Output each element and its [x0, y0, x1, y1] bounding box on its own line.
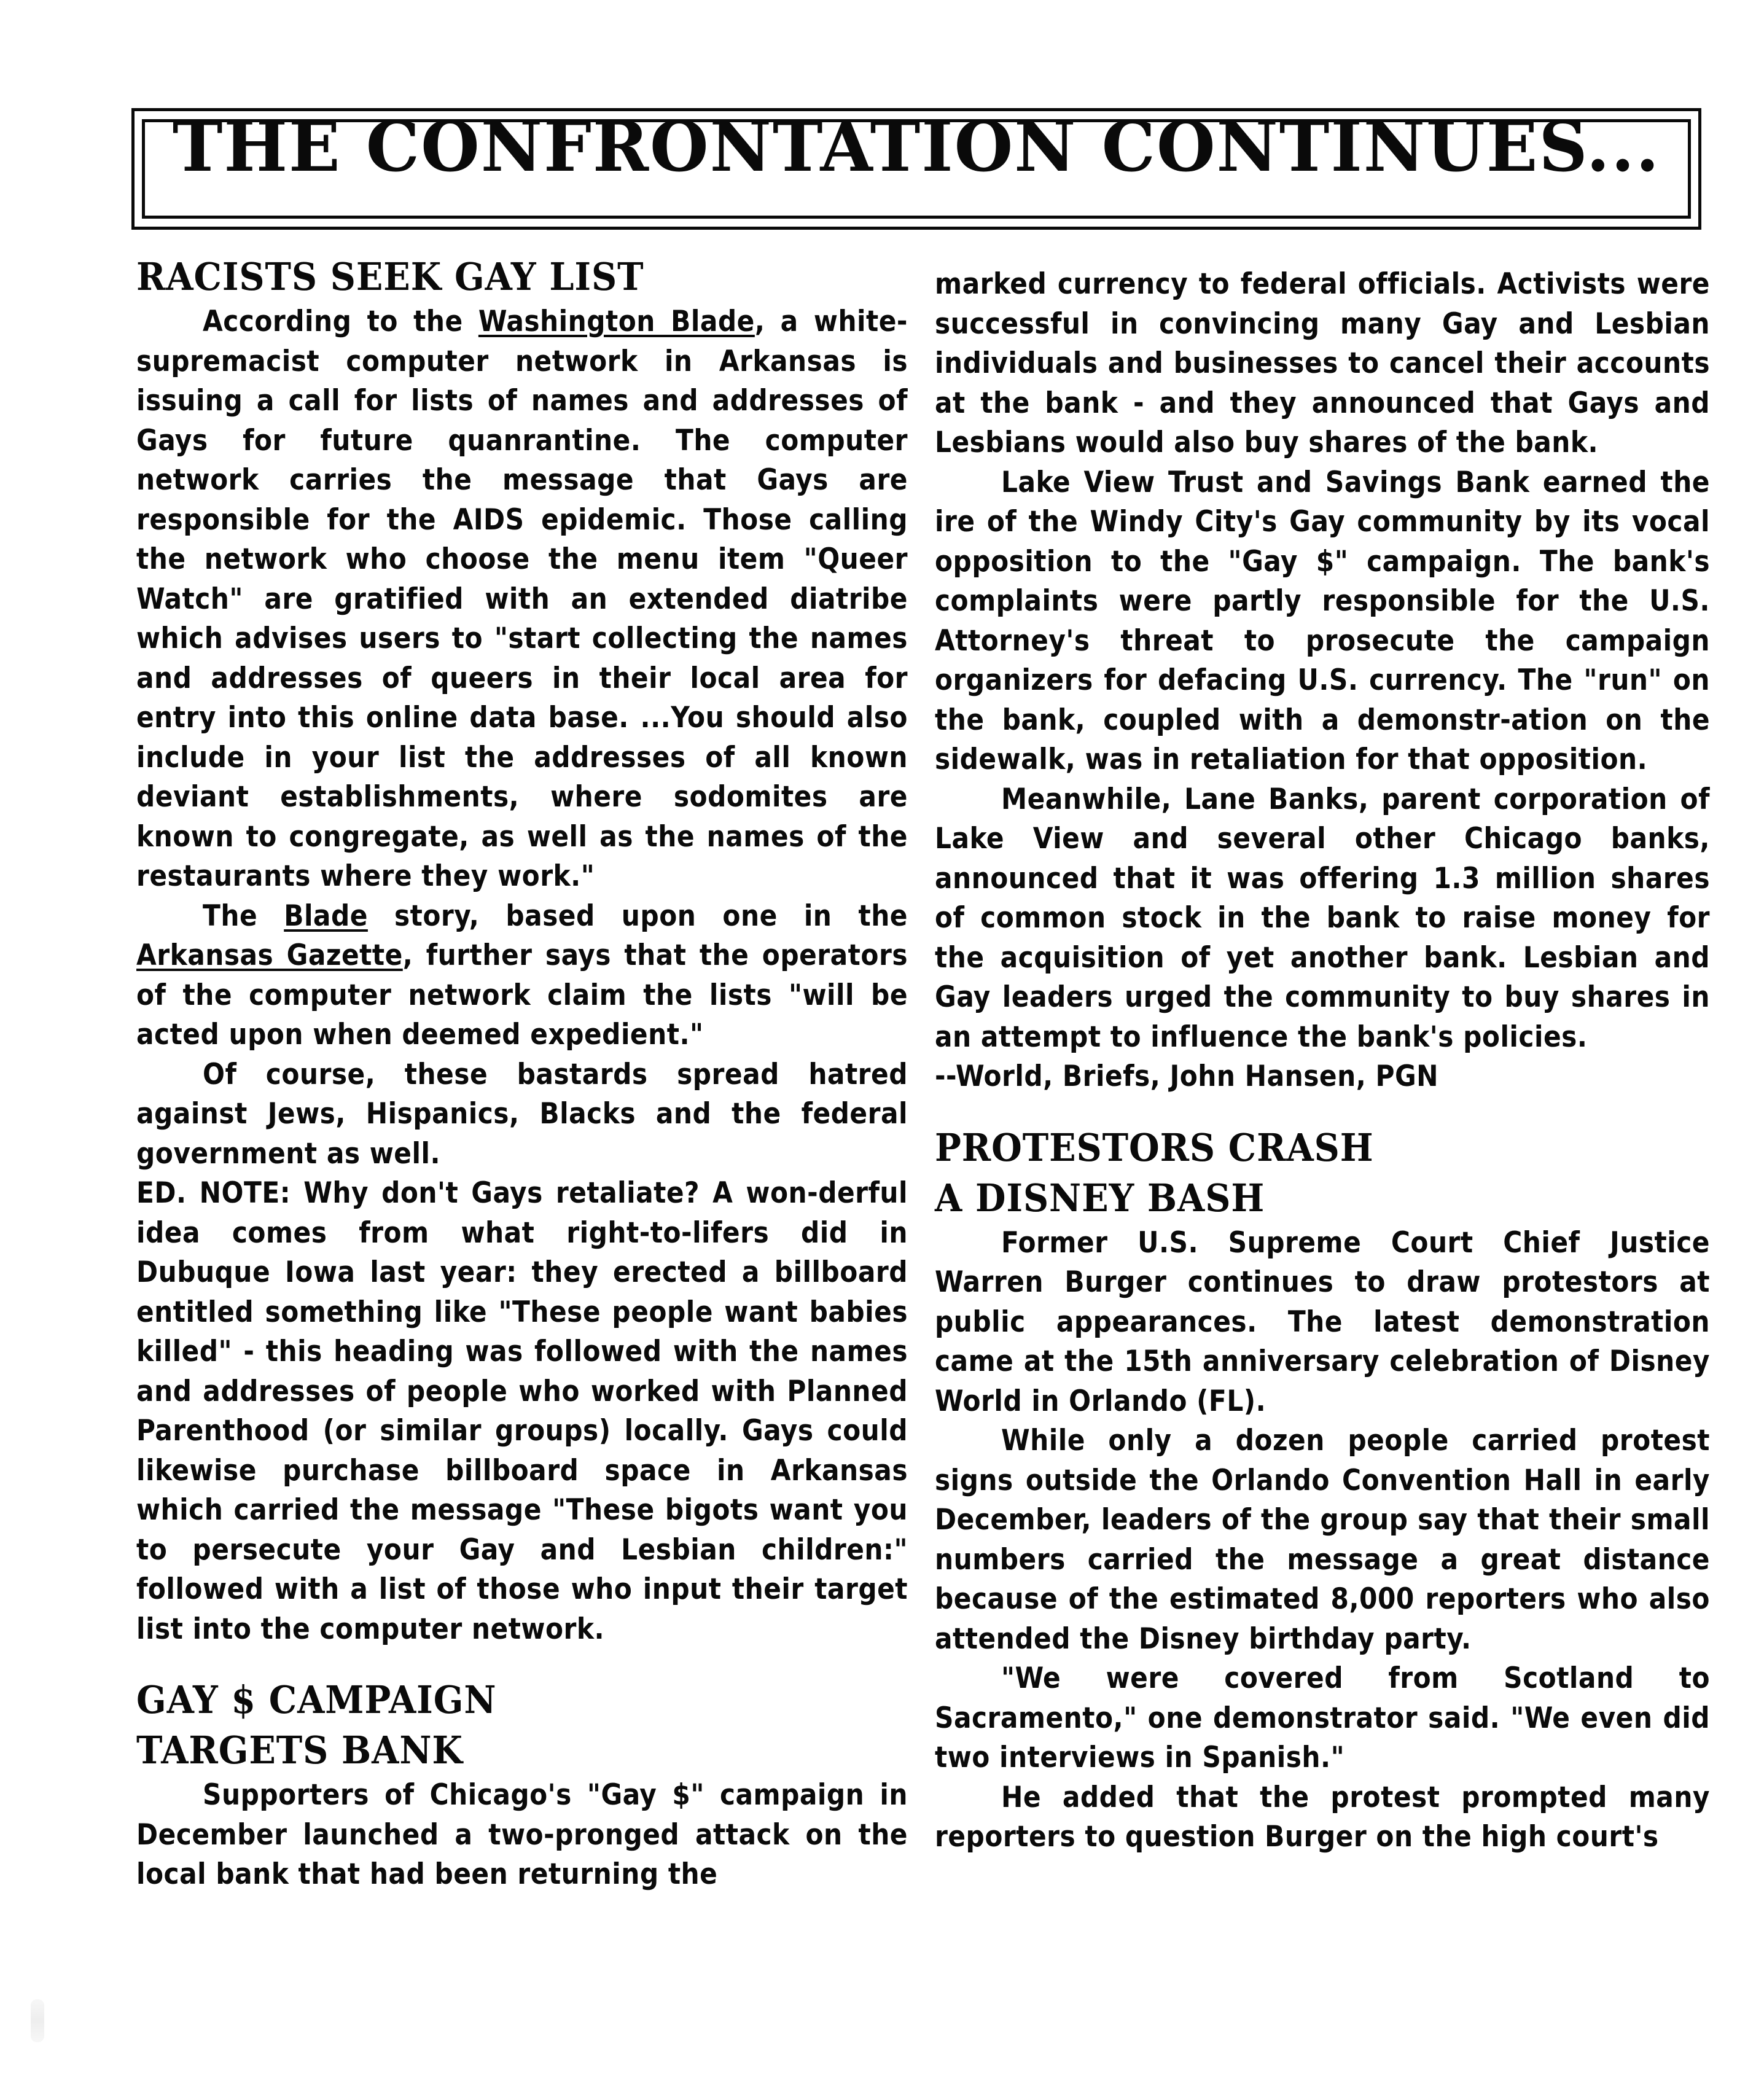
text-run: He added that the protest prompted many reporters to question Burger on the high court's — [935, 1780, 1710, 1854]
headline-line: TARGETS BANK — [136, 1728, 463, 1773]
right-column — [935, 265, 1710, 1857]
article-racists-seek-gay-list — [136, 252, 908, 1649]
article-paragraph — [935, 780, 1710, 1058]
article-paragraph — [935, 1223, 1710, 1422]
text-run: While only a dozen people carried protest signs outside the Orlando Convention Hall in early December, leaders of the group say that their small numbers carried the message a great distance because of the estimated 8,000 reporters who also attended the Disney birthday party. — [935, 1424, 1710, 1656]
text-run: marked currency to federal officials. Activists were successful in convincing many Gay and Lesbian individuals and businesses to cancel their accounts at the bank - and they announced that Gays and Lesbians would also buy shares of the bank. — [935, 267, 1710, 459]
source-credit: --World, Briefs, John Hansen, PGN — [935, 1059, 1439, 1093]
article-paragraph — [935, 1778, 1710, 1857]
scan-smudge — [31, 1999, 44, 2042]
headline-line: PROTESTORS CRASH — [935, 1125, 1374, 1170]
article-paragraph — [136, 1776, 908, 1895]
editors-note — [136, 1174, 908, 1649]
article-paragraph — [136, 1055, 908, 1174]
headline-line: RACISTS SEEK GAY LIST — [136, 254, 644, 299]
headline-line: A DISNEY BASH — [935, 1175, 1265, 1220]
publication-name-arkansas-gazette: Arkansas Gazette — [136, 938, 403, 972]
article-paragraph — [935, 1421, 1710, 1659]
headline — [136, 252, 846, 302]
publication-name-washington-blade: Washington Blade — [478, 305, 755, 338]
article-paragraph-continued — [935, 265, 1710, 463]
text-run: Lake View Trust and Savings Bank earned the ire of the Windy City's Gay community by its vocal opposition to the "Gay $" campaign. The bank's complaints were partly responsible for the U.S. Attorney's threat to prosecute the campaign organizers for defacing U.S. currency. The "run" on the bank, coupled with a demonstr-ation on the sidewalk, was in retaliation for that opposition. — [935, 465, 1710, 776]
text-run: story, based upon one in the — [367, 899, 908, 933]
article-paragraph — [935, 463, 1710, 780]
title-box — [131, 108, 1701, 230]
text-run: "We were covered from Scotland to Sacramento," one demonstrator said. "We even did two interviews in Spanish." — [935, 1661, 1710, 1774]
left-column — [136, 252, 908, 1895]
page-title: THE CONFRONTATION CONTINUES... — [172, 107, 1661, 188]
article-paragraph — [935, 1659, 1710, 1778]
publication-name-blade: Blade — [284, 899, 368, 933]
text-run: Of course, these bastards spread hatred against Jews, Hispanics, Blacks and the federal government as well. — [136, 1057, 908, 1171]
text-run: Meanwhile, Lane Banks, parent corporation of Lake View and several other Chicago banks, announced that it was offering 1.3 million shares of common stock in the bank to raise money for the acquisition of yet another bank. Lesbian and Gay leaders urged the community to buy shares in an attempt to influence the bank's policies. — [935, 782, 1710, 1054]
text-run: ED. NOTE: Why don't Gays retaliate? A won-derful idea comes from what right-to-lifers did in Dubuque Iowa last year: they erected a billboard entitled something like "These people want babies killed" - this heading was followed with the names and addresses of people who worked with Planned Parenthood (or similar groups) locally. Gays could likewise purchase billboard space in Arkansas which carried the message "These bigots want you to persecute your Gay and Lesbian children:" followed with a list of those who input their target list into the computer network. — [136, 1176, 908, 1646]
headline — [935, 1123, 1648, 1223]
text-run: Former U.S. Supreme Court Chief Justice Warren Burger continues to draw protestors at public appearances. The latest demonstration came at the 15th anniversary celebration of Disney World in Orlando (FL). — [935, 1225, 1710, 1418]
headline-line: GAY $ CAMPAIGN — [136, 1677, 497, 1722]
headline — [136, 1675, 846, 1776]
text-run: , further says that the operators of the computer network claim the lists "will be acted upon when deemed expedient." — [136, 938, 908, 1052]
text-run: , a white-supremacist computer network in Arkansas is issuing a call for lists of names and addresses of Gays for future quanrantine. The computer network carries the message that Gays are responsible for the AIDS epidemic. Those calling the network who choose the menu item "Queer Watch" are gratified with an extended diatribe which advises users to "start collecting the names and addresses of queers in their local area for entry into this online data base. ...You should also include in your list the addresses of all known deviant establishments, where sodomites are known to congregate, as well as the names of the restaurants where they work." — [136, 305, 908, 893]
article-gay-campaign-continued — [935, 265, 1710, 1097]
article-paragraph — [136, 302, 908, 897]
title-box-inner-frame — [142, 107, 1691, 219]
article-protestors-crash-disney-bash — [935, 1123, 1710, 1857]
text-run: Supporters of Chicago's "Gay $" campaign in December launched a two-pronged attack on the local bank that had been returning the — [136, 1778, 908, 1891]
text-run: The — [203, 899, 284, 933]
article-gay-campaign-targets-bank — [136, 1675, 908, 1895]
text-run: According to the — [203, 305, 478, 338]
article-paragraph — [136, 897, 908, 1055]
